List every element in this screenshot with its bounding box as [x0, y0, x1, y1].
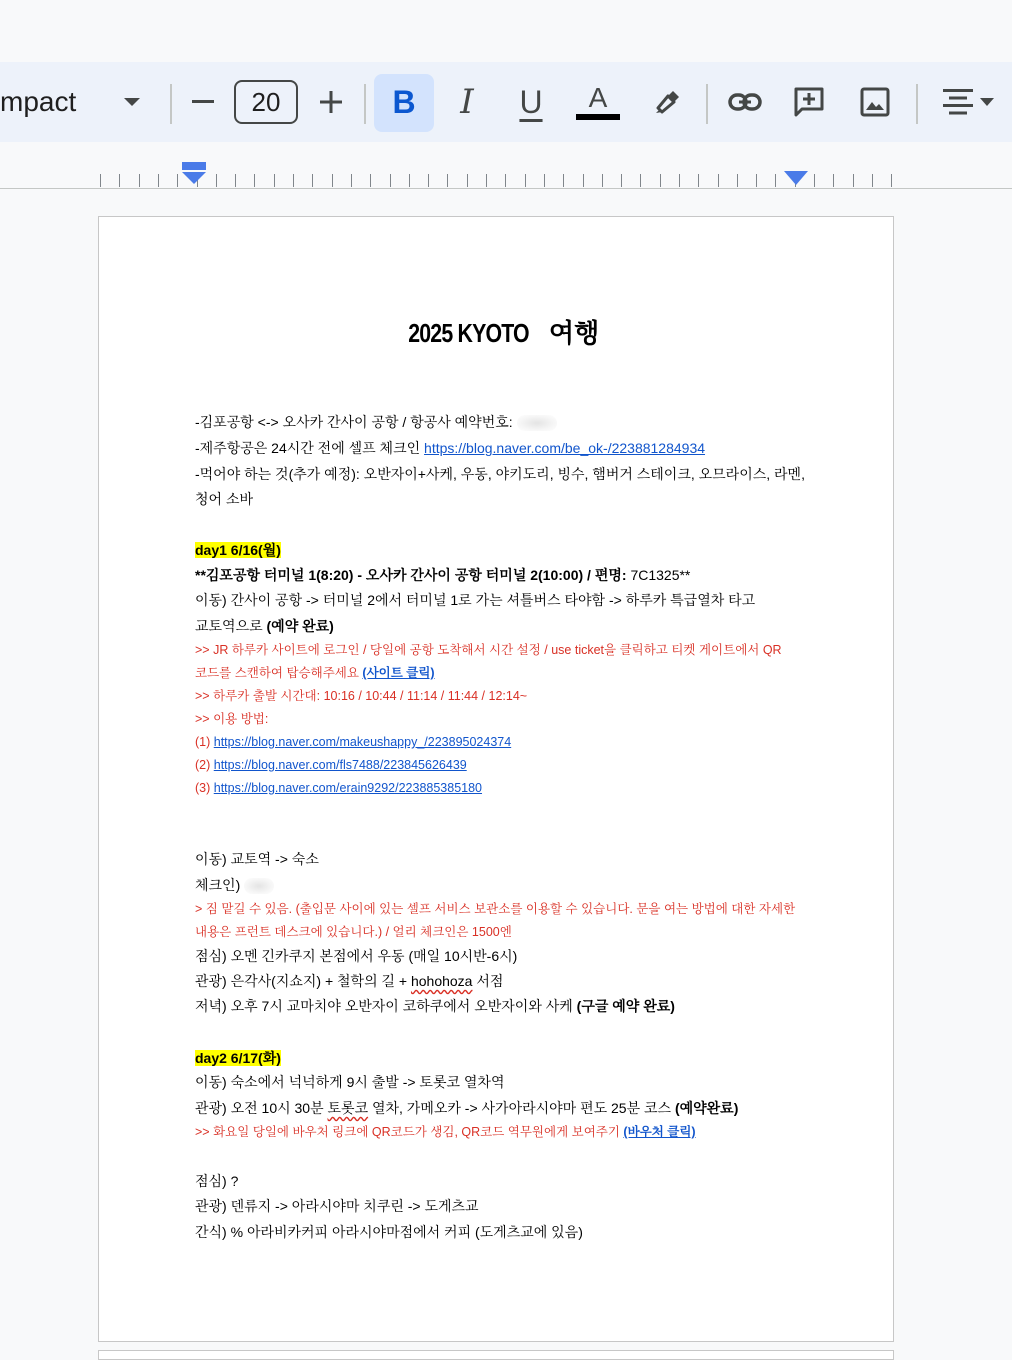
ruler-tick — [814, 174, 815, 187]
note-line: 코드를 스캔하여 탑승해주세요 (사이트 클릭) — [195, 666, 435, 680]
ruler-tick — [544, 174, 545, 187]
link-jeju-checkin[interactable]: https://blog.naver.com/be_ok-/223881284934 — [424, 440, 706, 456]
note-line: (3) https://blog.naver.com/erain9292/223885385180 — [195, 781, 483, 795]
text-line: 체크인) — [195, 876, 274, 894]
text-color-swatch — [576, 114, 620, 120]
ruler-tick — [351, 174, 352, 187]
toolbar-divider — [916, 84, 918, 124]
ruler-tick — [756, 174, 757, 187]
note-line: >> JR 하루카 사이트에 로그인 / 당일에 공항 도착해서 시간 설정 / use ticket을 클릭하고 티켓 게이트에서 QR — [195, 643, 782, 657]
text-line: 교토역으로 (예약 완료) — [195, 618, 334, 634]
add-comment-button[interactable] — [786, 62, 832, 142]
note-line: (1) https://blog.naver.com/makeushappy_/223895024374 — [195, 735, 512, 749]
toolbar-divider — [364, 84, 366, 124]
image-icon — [860, 87, 890, 117]
text-line: 점심) 오멘 긴카쿠지 본점에서 우동 (매일 10시반-6시) — [195, 948, 518, 964]
ruler-tick — [332, 174, 333, 187]
ruler[interactable] — [0, 142, 1012, 190]
ruler-tick — [775, 174, 776, 187]
text-line: -제주항공은 24시간 전에 셀프 체크인 https://blog.naver.com/be_ok-/223881284934 — [195, 440, 706, 456]
increase-font-size-button[interactable] — [314, 62, 348, 142]
ruler-tick — [737, 174, 738, 187]
text-color-button[interactable] — [574, 62, 622, 142]
text-line: -김포공항 <-> 오사카 간사이 공항 / 항공사 예약번호: — [195, 413, 557, 431]
ruler-tick — [486, 174, 487, 187]
note-line: (2) https://blog.naver.com/fls7488/223845626439 — [195, 758, 467, 772]
link-method-1[interactable]: https://blog.naver.com/makeushappy_/223895024374 — [213, 735, 512, 749]
ruler-tick — [409, 174, 410, 187]
note-line: >> 화요일 당일에 바우처 링크에 QR코드가 생김, QR코드 역무원에게 보여주기 (바우처 클릭) — [195, 1125, 696, 1139]
toolbar-divider — [706, 84, 708, 124]
ruler-tick — [602, 174, 603, 187]
align-select[interactable] — [930, 62, 1006, 142]
ruler-tick — [216, 174, 217, 187]
ruler-tick — [833, 174, 834, 187]
ruler-tick — [718, 174, 719, 187]
redacted-blur — [244, 878, 274, 894]
highlight-button[interactable] — [644, 62, 690, 142]
ruler-tick — [563, 174, 564, 187]
italic-button[interactable]: I — [460, 82, 474, 122]
plus-icon — [320, 91, 342, 113]
ruler-tick — [119, 174, 120, 187]
ruler-tick — [100, 174, 101, 187]
text-line: 저녁) 오후 7시 교마치야 오반자이 코하쿠에서 오반자이와 사케 (구글 예약 완료) — [195, 998, 675, 1014]
ruler-tick — [158, 174, 159, 187]
link-icon — [728, 93, 762, 111]
font-family-select[interactable] — [0, 62, 110, 142]
ruler-tick — [235, 174, 236, 187]
chevron-down-icon — [980, 98, 994, 106]
ruler-tick — [505, 174, 506, 187]
day1-heading: day1 6/16(월) — [195, 542, 281, 558]
chevron-down-icon[interactable] — [118, 62, 146, 142]
insert-link-button[interactable] — [722, 62, 768, 142]
note-line: > 짐 맡길 수 있음. (출입문 사이에 있는 셀프 서비스 보관소를 이용할 수 있습니다. 문을 여는 방법에 대한 자세한 — [195, 902, 796, 916]
align-center-icon — [942, 88, 974, 116]
ruler-tick — [428, 174, 429, 187]
ruler-tick — [891, 174, 892, 187]
note-line: >> 이용 방법: — [195, 712, 269, 726]
ruler-tick — [660, 174, 661, 187]
title-korean: 여행 — [541, 318, 600, 348]
ruler-tick — [254, 174, 255, 187]
font-family-label: mpact — [0, 86, 77, 117]
text-color-label: A — [588, 82, 608, 113]
highlighter-icon — [652, 88, 682, 116]
minus-icon — [192, 100, 214, 104]
ruler-tick — [525, 174, 526, 187]
ruler-tick — [467, 174, 468, 187]
redacted-blur — [517, 415, 557, 431]
day2-heading: day2 6/17(화) — [195, 1050, 281, 1066]
text-line: 이동) 숙소에서 넉넉하게 9시 출발 -> 토롯코 열차역 — [195, 1074, 505, 1090]
ruler-tick — [312, 174, 313, 187]
formatting-toolbar — [0, 62, 1012, 142]
text-line: **김포공항 터미널 1(8:20) - 오사카 간사이 공항 터미널 2(10:00) / 편명: 7C1325** — [195, 567, 691, 583]
decrease-font-size-button[interactable] — [186, 62, 220, 142]
text-line: 간식) % 아라비카커피 아라시야마점에서 커피 (도게츠교에 있음) — [195, 1224, 583, 1240]
text-line: 청어 소바 — [195, 491, 253, 507]
comment-add-icon — [793, 86, 825, 118]
ruler-tick — [274, 174, 275, 187]
toolbar-divider — [170, 84, 172, 124]
first-line-indent-marker[interactable] — [180, 162, 208, 186]
ruler-tick — [853, 174, 854, 187]
text-line: 관광) 오전 10시 30분 토롯코 열차, 가메오카 -> 사가아라시야마 편도 25분 코스 (예약완료) — [195, 1100, 739, 1116]
ruler-tick — [390, 174, 391, 187]
ruler-tick — [640, 174, 641, 187]
bold-button[interactable]: B — [392, 83, 416, 120]
link-method-3[interactable]: https://blog.naver.com/erain9292/223885385180 — [213, 781, 483, 795]
ruler-tick — [698, 174, 699, 187]
ruler-tick — [447, 174, 448, 187]
right-indent-marker[interactable] — [782, 170, 810, 186]
ruler-tick — [139, 174, 140, 187]
note-line: 내용은 프런트 데스크에 있습니다.) / 얼리 체크인은 1500엔 — [195, 925, 512, 939]
title-latin: 2025 KYOTO — [407, 318, 529, 348]
link-voucher-click[interactable]: (바우처 클릭) — [623, 1125, 696, 1139]
document-title — [99, 313, 895, 350]
underline-button[interactable]: U — [519, 83, 543, 120]
document-page[interactable] — [98, 216, 894, 1342]
text-line: 관광) 덴류지 -> 아라시야마 치쿠린 -> 도게츠교 — [195, 1198, 479, 1214]
top-strip — [0, 0, 1012, 62]
ruler-baseline — [0, 188, 1012, 189]
link-method-2[interactable]: https://blog.naver.com/fls7488/223845626439 — [213, 758, 467, 772]
ruler-tick — [872, 174, 873, 187]
next-document-page — [98, 1350, 894, 1360]
link-site-click[interactable]: (사이트 클릭) — [362, 666, 435, 680]
font-size-input[interactable]: 20 — [234, 80, 298, 124]
note-line: >> 하루카 출발 시간대: 10:16 / 10:44 / 11:14 / 11:44 / 12:14~ — [195, 689, 528, 703]
insert-image-button[interactable] — [852, 62, 898, 142]
text-line: -먹어야 하는 것(추가 예정): 오반자이+사케, 우동, 야키도리, 빙수, 햄버거 스테이크, 오므라이스, 라멘, — [195, 466, 805, 482]
ruler-tick — [177, 174, 178, 187]
ruler-tick — [583, 174, 584, 187]
ruler-tick — [293, 174, 294, 187]
ruler-tick — [621, 174, 622, 187]
text-line: 점심) ? — [195, 1173, 239, 1189]
text-line: 관광) 은각사(지쇼지) + 철학의 길 + hohohoza 서점 — [195, 973, 504, 989]
text-line: 이동) 간사이 공항 -> 터미널 2에서 터미널 1로 가는 셔틀버스 타야함 -> 하루카 특급열차 타고 — [195, 592, 756, 608]
ruler-tick — [370, 174, 371, 187]
ruler-tick — [679, 174, 680, 187]
text-line: 이동) 교토역 -> 숙소 — [195, 851, 319, 867]
